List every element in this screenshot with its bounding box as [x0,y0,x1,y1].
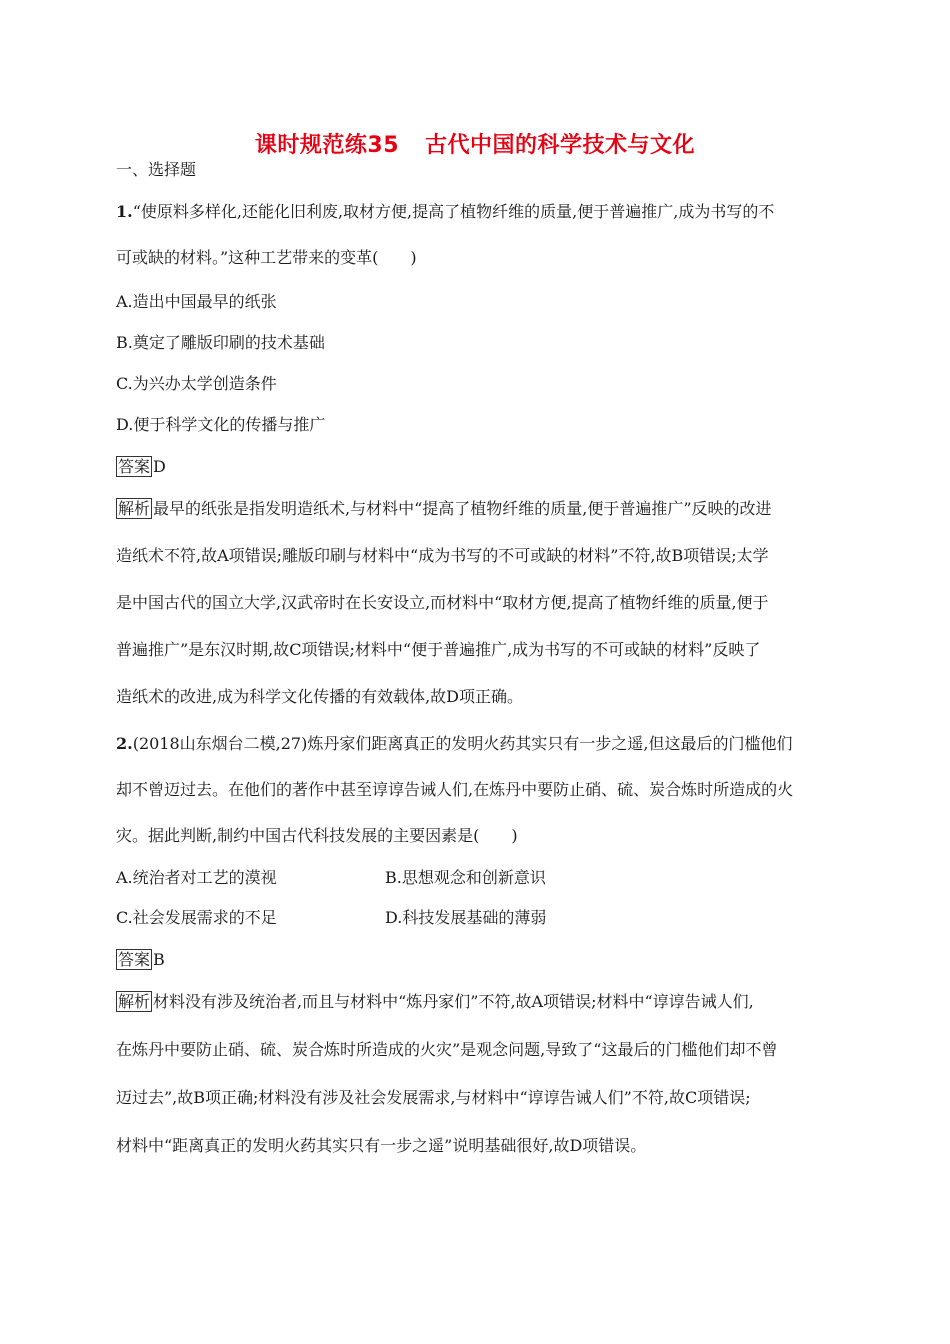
analysis-tag: 解析 [118,499,151,518]
q1-option-c: C.为兴办太学创造条件 [116,374,277,393]
q1-analysis-line-2: 造纸术不符,故A项错误;雕版印刷与材料中“成为书写的不可或缺的材料”不符,故B项错误;太学 [116,546,769,565]
q2-option-b: B.思想观念和创新意识 [385,868,546,887]
q2-option-c: C.社会发展需求的不足 [116,908,277,927]
q1-stem-text-1: “使原料多样化,还能化旧利废,取材方便,提高了植物纤维的质量,便于普遍推广,成为书写的不 [132,202,775,221]
q2-analysis-line-1 [116,992,754,1012]
q2-answer [116,950,165,970]
q2-option-d: D.科技发展基础的薄弱 [385,908,547,927]
q1-option-b: B.奠定了雕版印刷的技术基础 [116,333,325,352]
q2-options-row-1 [116,868,277,888]
q1-number: 1. [116,202,133,221]
q1-analysis-line-3: 是中国古代的国立大学,汉武帝时在长安设立,而材料中“取材方便,提高了植物纤维的质量,便于 [116,593,769,612]
q2-stem-line-2: 却不曾迈过去。在他们的著作中甚至谆谆告诫人们,在炼丹中要防止硝、硫、炭合炼时所造成的火 [116,780,794,799]
q1-analysis-line-1 [116,499,772,519]
q2-stem-line-1 [116,734,792,754]
q2-analysis-text-1: 材料没有涉及统治者,而且与材料中“炼丹家们”不符,故A项错误;材料中“谆谆告诫人们, [153,992,754,1011]
q2-analysis-line-3: 迈过去”,故B项正确;材料没有涉及社会发展需求,与材料中“谆谆告诫人们”不符,故C项错误; [116,1088,751,1107]
q2-number: 2. [116,734,133,753]
q1-analysis-line-5: 造纸术的改进,成为科学文化传播的有效载体,故D项正确。 [116,687,524,706]
q2-stem-text-1: (2018山东烟台二模,27)炼丹家们距离真正的发明火药其实只有一步之遥,但这最后的门槛他们 [132,734,793,753]
q1-stem-line-2: 可或缺的材料。”这种工艺带来的变革( ) [116,248,417,267]
q2-analysis-line-2: 在炼丹中要防止硝、硫、炭合炼时所造成的火灾”是观念问题,导致了“这最后的门槛他们却不曾 [116,1040,778,1059]
title-topic: 古代中国的科学技术与文化 [425,133,696,158]
q1-option-a: A.造出中国最早的纸张 [116,292,277,311]
q2-options-row-2 [116,908,277,928]
q2-analysis-line-4: 材料中“距离真正的发明火药其实只有一步之遥”说明基础很好,故D项错误。 [116,1136,647,1155]
q2-answer-value: B [153,950,165,969]
analysis-tag: 解析 [118,992,151,1011]
title-lesson-number: 课时规范练35 [254,133,400,158]
section-heading: 一、选择题 [116,160,197,179]
q1-analysis-text-1: 最早的纸张是指发明造纸术,与材料中“提高了植物纤维的质量,便于普遍推广”反映的改进 [153,499,772,518]
page-title [0,128,950,159]
q1-analysis-line-4: 普遍推广”是东汉时期,故C项错误;材料中“便于普遍推广,成为书写的不可或缺的材料”反映了 [116,640,761,659]
q1-option-d: D.便于科学文化的传播与推广 [116,415,326,434]
q1-answer [116,457,166,477]
q2-stem-line-3: 灾。据此判断,制约中国古代科技发展的主要因素是( ) [116,826,518,845]
answer-tag: 答案 [118,457,151,476]
answer-tag: 答案 [118,950,151,969]
q2-option-a: A.统治者对工艺的漠视 [116,868,277,887]
q1-stem-line-1 [116,202,774,222]
q1-answer-value: D [153,457,166,476]
